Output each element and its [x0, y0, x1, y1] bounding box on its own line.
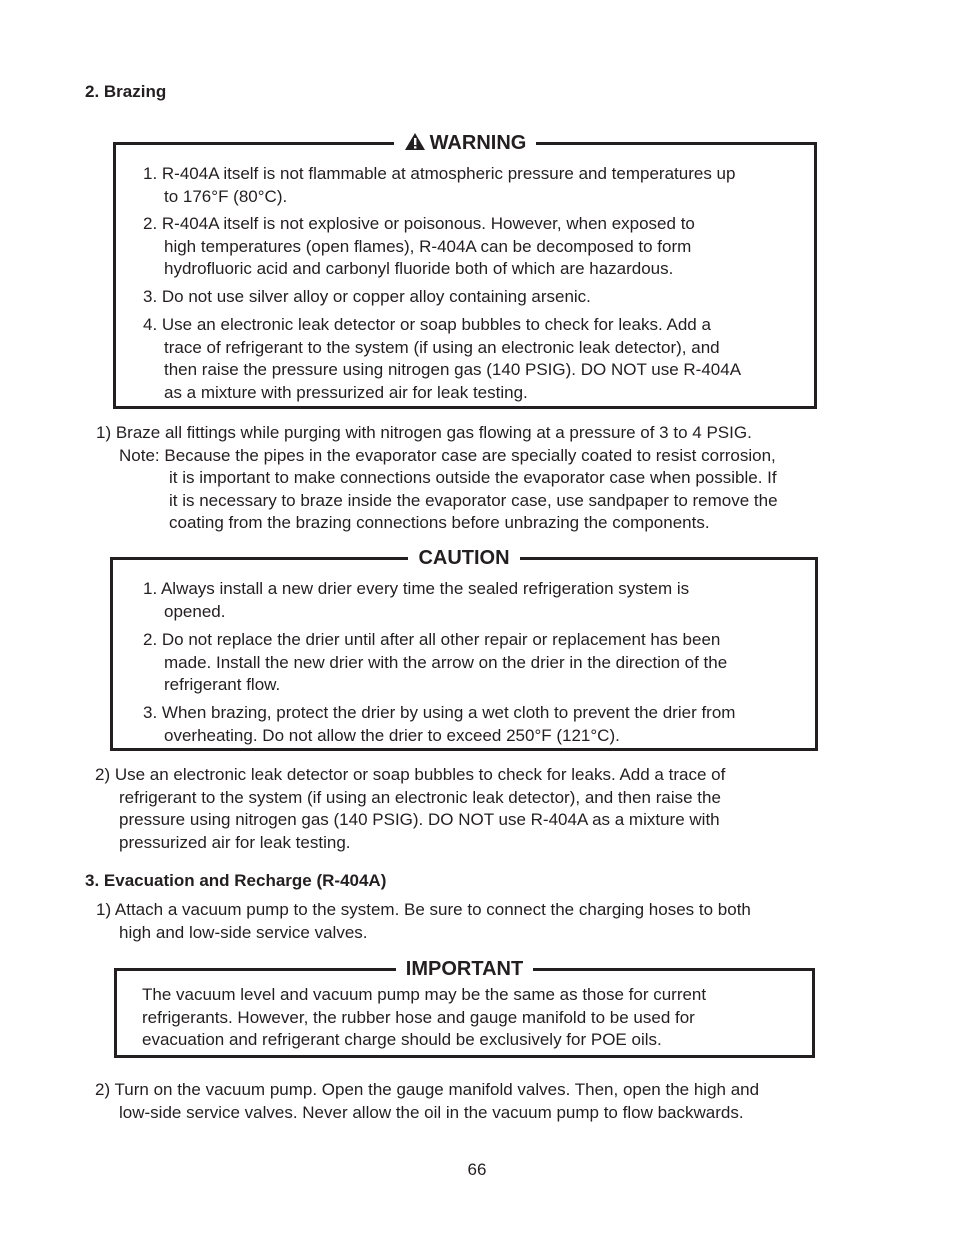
- warning-box: [113, 132, 817, 409]
- section-heading-evacuation: 3. Evacuation and Recharge (R-404A): [85, 871, 387, 890]
- warning-item-3-line-1: 3. Do not use silver alloy or copper alloy containing arsenic.: [143, 287, 591, 306]
- caution-item-3-line-2: overheating. Do not allow the drier to exceed 250°F (121°C).: [164, 725, 620, 745]
- caution-title: CAUTION: [408, 543, 519, 573]
- caution-item-2-line-3: refrigerant flow.: [164, 675, 281, 694]
- warning-title-wrap: [116, 128, 814, 158]
- warning-item-1: [143, 163, 735, 208]
- warning-item-2: [143, 213, 695, 281]
- important-box: [114, 958, 815, 1058]
- warning-title: [394, 128, 537, 158]
- important-line-3: evacuation and refrigerant charge should be exclusively for POE oils.: [142, 1030, 662, 1049]
- warning-triangle-icon: [404, 132, 426, 151]
- step-1-note-line-2: it is important to make connections outside the evaporator case when possible. If: [169, 468, 777, 487]
- caution-title-wrap: [113, 543, 815, 573]
- step-2-line-2: refrigerant to the system (if using an electronic leak detector), and then raise the: [119, 787, 721, 807]
- step-1-note-line-3: it is necessary to braze inside the evaporator case, use sandpaper to remove the: [169, 490, 778, 510]
- step-2-leak-check: [95, 764, 725, 854]
- warning-item-3: [143, 286, 591, 309]
- step-2-line-3: pressure using nitrogen gas (140 PSIG). DO NOT use R-404A as a mixture with: [119, 810, 720, 829]
- important-title: IMPORTANT: [396, 954, 533, 984]
- caution-item-3: [143, 702, 735, 747]
- warning-item-4-line-4: as a mixture with pressurized air for leak testing.: [164, 382, 528, 402]
- warning-item-2-line-3: hydrofluoric acid and carbonyl fluoride both of which are hazardous.: [164, 259, 674, 278]
- important-body: [142, 984, 706, 1052]
- step-1-note-line-1: Note: Because the pipes in the evaporator case are specially coated to resist corrosion,: [119, 445, 776, 465]
- caution-box: [110, 547, 818, 751]
- caution-item-1-line-2: opened.: [164, 601, 226, 621]
- step-2-line-4: pressurized air for leak testing.: [119, 832, 351, 852]
- step-2-line-1: 2) Use an electronic leak detector or soap bubbles to check for leaks. Add a trace of: [95, 765, 726, 784]
- caution-item-3-line-1: 3. When brazing, protect the drier by using a wet cloth to prevent the drier from: [143, 703, 736, 722]
- page-number: 66: [467, 1160, 487, 1179]
- warning-title-text: WARNING: [429, 132, 527, 154]
- important-title-wrap: [117, 954, 812, 984]
- caution-item-2: [143, 629, 727, 697]
- evac-step-1: [96, 899, 751, 944]
- evac-step-2-line-1: 2) Turn on the vacuum pump. Open the gauge manifold valves. Then, open the high and: [95, 1080, 760, 1099]
- warning-item-1-line-1: 1. R-404A itself is not flammable at atmospheric pressure and temperatures up: [143, 164, 736, 183]
- caution-item-2-line-2: made. Install the new drier with the arrow on the drier in the direction of the: [164, 652, 728, 672]
- warning-item-4-line-1: 4. Use an electronic leak detector or soap bubbles to check for leaks. Add a: [143, 315, 711, 334]
- warning-item-4-line-3: then raise the pressure using nitrogen gas (140 PSIG). DO NOT use R-404A: [164, 360, 742, 379]
- evac-step-1-line-1: 1) Attach a vacuum pump to the system. Be sure to connect the charging hoses to both: [96, 900, 751, 919]
- important-line-2: refrigerants. However, the rubber hose and gauge manifold to be used for: [142, 1007, 695, 1027]
- warning-item-2-line-1: 2. R-404A itself is not explosive or poisonous. However, when exposed to: [143, 214, 695, 233]
- caution-item-1-line-1: 1. Always install a new drier every time the sealed refrigeration system is: [143, 579, 690, 598]
- evac-step-2: [95, 1079, 759, 1124]
- important-line-1: The vacuum level and vacuum pump may be the same as those for current: [142, 985, 707, 1004]
- step-1-note-line-4: coating from the brazing connections before unbrazing the components.: [169, 513, 710, 532]
- warning-item-2-line-2: high temperatures (open flames), R-404A can be decomposed to form: [164, 236, 692, 256]
- step-1-line: 1) Braze all fittings while purging with nitrogen gas flowing at a pressure of 3 to 4 PSIG.: [96, 423, 752, 442]
- warning-item-4-line-2: trace of refrigerant to the system (if using an electronic leak detector), and: [164, 337, 720, 357]
- evac-step-2-line-2: low-side service valves. Never allow the oil in the vacuum pump to flow backwards.: [119, 1102, 744, 1122]
- warning-item-4: [143, 314, 741, 404]
- section-heading-brazing: 2. Brazing: [85, 82, 167, 101]
- step-1-braze: [96, 422, 778, 535]
- warning-item-1-line-2: to 176°F (80°C).: [164, 186, 288, 206]
- caution-item-2-line-1: 2. Do not replace the drier until after all other repair or replacement has been: [143, 630, 721, 649]
- caution-item-1: [143, 578, 689, 623]
- evac-step-1-line-2: high and low-side service valves.: [119, 922, 368, 942]
